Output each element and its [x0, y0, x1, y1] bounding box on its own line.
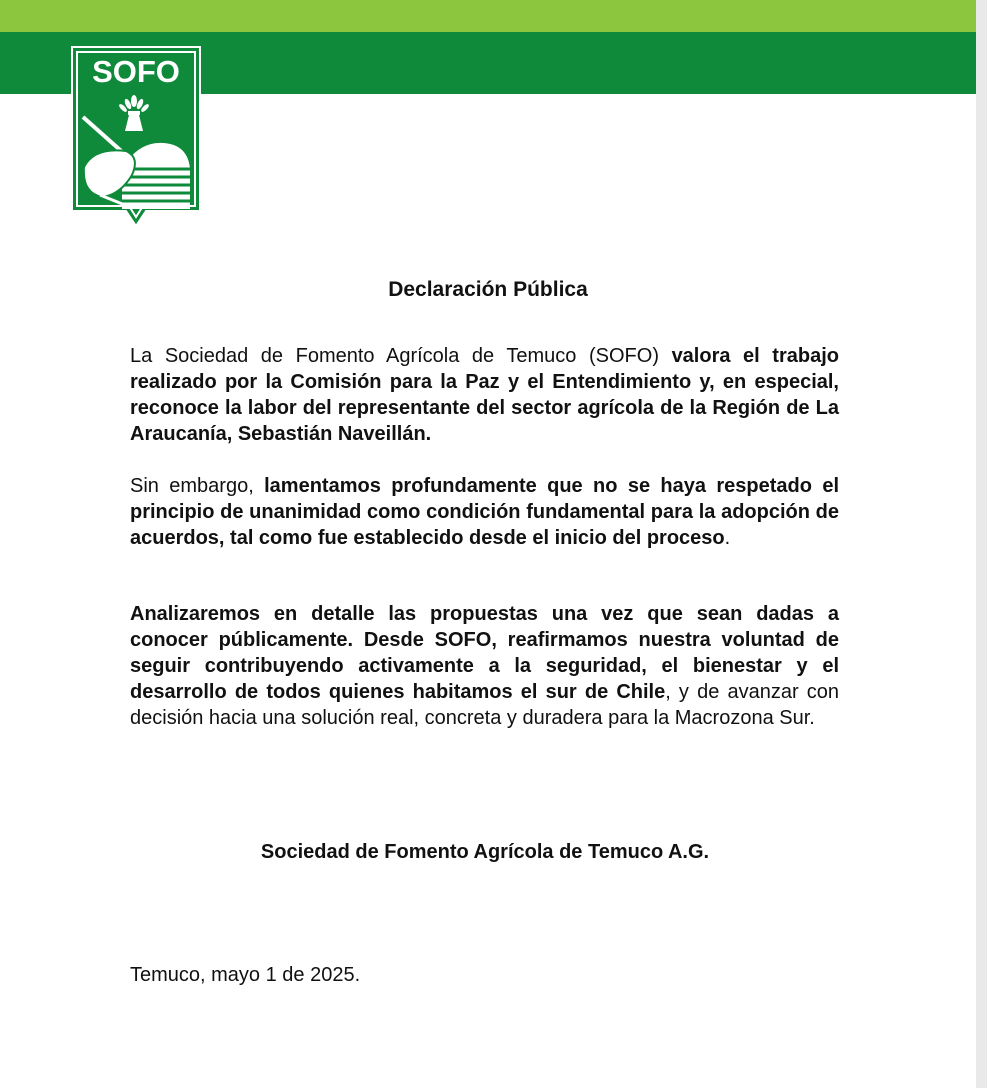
paragraph-bold-text: valora el trabajo realizado por la Comisión para la Paz y el Entendimiento y, en especial, reconoce la labor del representante del sector agrícola de la Región de La Araucanía, Sebastián Naveillán.	[130, 345, 839, 445]
paragraph-2	[130, 473, 839, 551]
paragraph-text: Sin embargo,	[130, 475, 265, 497]
signature: Sociedad de Fomento Agrícola de Temuco A.G.	[260, 841, 710, 863]
dateline: Temuco, mayo 1 de 2025.	[130, 964, 361, 986]
header-band-light	[0, 0, 976, 32]
paragraph-1	[130, 343, 839, 447]
paragraph-text: , y de avanzar con decisión hacia una solución real, concreta y duradera para la Macrozona Sur.	[130, 681, 839, 729]
logo-text: SOFO	[92, 54, 180, 89]
page-edge-strip	[976, 0, 987, 1088]
document-title: Declaración Pública	[388, 278, 588, 301]
sofo-logo	[70, 45, 202, 230]
paragraph-bold-text: Analizaremos en detalle las propuestas una vez que sean dadas a conocer públicamente. Desde SOFO, reafirmamos nuestra voluntad de seguir contribuyendo activamente a la seguridad, el bienestar y el desarrollo de todos quienes habitamos el sur de Chile	[130, 603, 839, 703]
paragraph-3	[130, 601, 839, 731]
paragraph-text: .	[724, 527, 731, 549]
paragraph-text: La Sociedad de Fomento Agrícola de Temuco (SOFO)	[130, 345, 672, 367]
paragraph-bold-text: lamentamos profundamente que no se haya respetado el principio de unanimidad como condición fundamental para la adopción de acuerdos, tal como fue establecido desde el inicio del proceso	[130, 475, 840, 549]
